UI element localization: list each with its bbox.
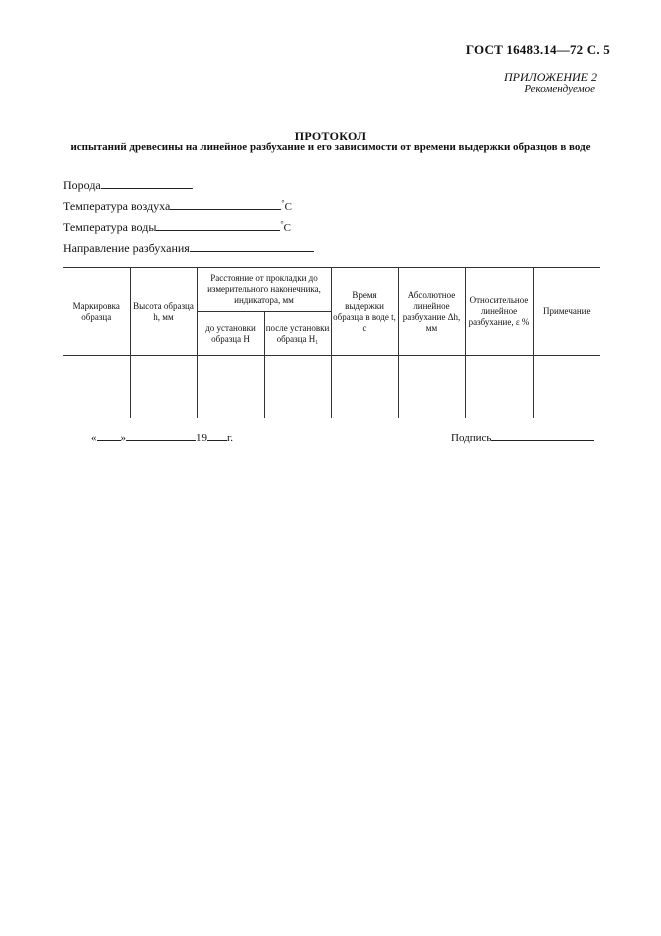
table-cell[interactable] [197,356,264,419]
protocol-subtitle: испытаний древесины на линейное разбухание и его зависимости от времени выдержки образцов в воде [70,141,591,153]
header-distance-group: Расстояние от прокладки до измерительного наконечника, индикатора, мм [197,268,331,312]
table-cell[interactable] [63,356,130,419]
date-line [91,430,233,444]
table-cell[interactable] [533,356,600,419]
breed-label: Порода [63,178,101,192]
water-temp-field [63,219,291,235]
header-height: Высота образца h, мм [130,268,197,356]
date-open-quote: « [91,432,97,444]
header-relative: Относительное линейное разбухание, ε % [465,268,533,356]
table-header-row [63,268,600,312]
header-absolute: Абсолютное линейное разбухание Δh, мм [398,268,465,356]
water-temp-label: Температура воды [63,220,157,234]
appendix-status: Рекомендуемое [524,83,595,95]
header-distance-after: после установки образца H₁ [264,312,331,356]
date-year-suffix: г. [227,432,234,444]
signature-line [451,430,594,444]
signature-label: Подпись [451,432,492,444]
date-year-prefix: 19 [196,432,207,444]
date-close-quote: » [120,432,126,444]
table-cell[interactable] [130,356,197,419]
date-month-blank[interactable] [126,430,196,441]
table-cell[interactable] [264,356,331,419]
appendix-block [504,71,597,95]
header-distance-before: до установки образца H [197,312,264,356]
air-temp-label: Температура воздуха [63,199,171,213]
appendix-label: ПРИЛОЖЕНИЕ 2 [504,70,597,84]
air-temp-unit: °С [281,198,292,213]
header-time: Время выдержки образца в воде t, с [331,268,398,356]
protocol-title: ПРОТОКОЛ [294,129,367,143]
swelling-direction-label: Направление разбухания [63,241,190,255]
table-cell[interactable] [465,356,533,419]
air-temp-blank[interactable] [170,198,281,210]
water-temp-unit: °С [280,219,291,234]
results-table [63,267,600,418]
table-cell[interactable] [331,356,398,419]
swelling-direction-blank[interactable] [190,240,314,252]
date-year-blank[interactable] [207,430,227,441]
table-row [63,356,600,419]
header-note: Примечание [533,268,600,356]
header-marking: Маркировка образца [63,268,130,356]
water-temp-blank[interactable] [156,219,280,231]
date-day-blank[interactable] [97,430,121,441]
breed-blank[interactable] [101,177,193,189]
air-temp-field [63,198,292,214]
swelling-direction-field [63,240,314,256]
table-cell[interactable] [398,356,465,419]
signature-blank[interactable] [491,430,594,441]
breed-field [63,177,193,193]
standard-code: ГОСТ 16483.14—72 С. 5 [465,42,610,57]
